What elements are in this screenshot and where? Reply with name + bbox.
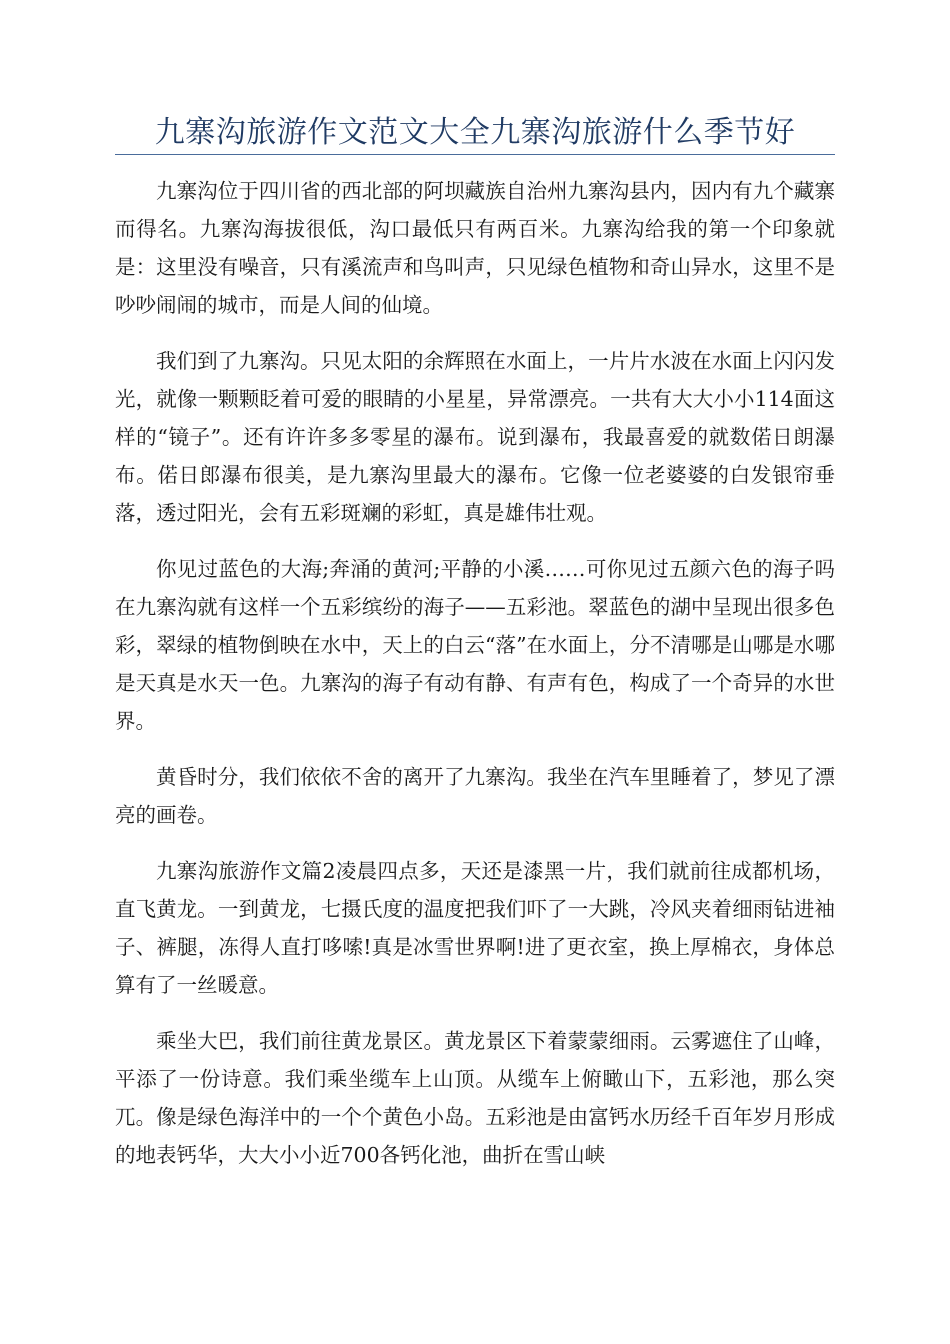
title-underline xyxy=(115,154,835,155)
paragraph-2: 我们到了九寨沟。只见太阳的余辉照在水面上，一片片水波在水面上闪闪发光，就像一颗颗眨着可爱的眼睛的小星星，异常漂亮。一共有大大小小114面这样的“镜子”。还有许许多多零星的瀑布。说到瀑布，我最喜爱的就数偌日朗瀑布。偌日郎瀑布很美，是九寨沟里最大的瀑布。它像一位老婆婆的白发银帘垂落，透过阳光，会有五彩斑斓的彩虹，真是雄伟壮观。 xyxy=(115,349,835,525)
paragraph-3: 你见过蓝色的大海;奔涌的黄河;平静的小溪……可你见过五颜六色的海子吗在九寨沟就有这样一个五彩缤纷的海子——五彩池。翠蓝色的湖中呈现出很多色彩，翠绿的植物倒映在水中，天上的白云“落”在水面上，分不清哪是山哪是水哪是天真是水天一色。九寨沟的海子有动有静、有声有色，构成了一个奇异的水世界。 xyxy=(115,557,835,733)
paragraph-6: 乘坐大巴，我们前往黄龙景区。黄龙景区下着蒙蒙细雨。云雾遮住了山峰，平添了一份诗意。我们乘坐缆车上山顶。从缆车上俯瞰山下，五彩池，那么突兀。像是绿色海洋中的一个个黄色小岛。五彩池是由富钙水历经千百年岁月形成的地表钙华，大大小小近700各钙化池，曲折在雪山峡 xyxy=(115,1029,835,1167)
paragraph-4: 黄昏时分，我们依依不舍的离开了九寨沟。我坐在汽车里睡着了，梦见了漂亮的画卷。 xyxy=(115,765,835,827)
paragraph-5: 九寨沟旅游作文篇2凌晨四点多，天还是漆黑一片，我们就前往成都机场，直飞黄龙。一到黄龙，七摄氏度的温度把我们吓了一大跳，冷风夹着细雨钻进袖子、裤腿，冻得人直打哆嗦!真是冰雪世界啊!进了更衣室，换上厚棉衣，身体总算有了一丝暖意。 xyxy=(115,859,835,997)
paragraph-1: 九寨沟位于四川省的西北部的阿坝藏族自治州九寨沟县内，因内有九个藏寨而得名。九寨沟海拔很低，沟口最低只有两百米。九寨沟给我的第一个印象就是：这里没有噪音，只有溪流声和鸟叫声，只见绿色植物和奇山异水，这里不是吵吵闹闹的城市，而是人间的仙境。 xyxy=(115,179,835,317)
document-title: 九寨沟旅游作文范文大全九寨沟旅游什么季节好 xyxy=(154,115,796,150)
document-body xyxy=(115,172,835,1192)
